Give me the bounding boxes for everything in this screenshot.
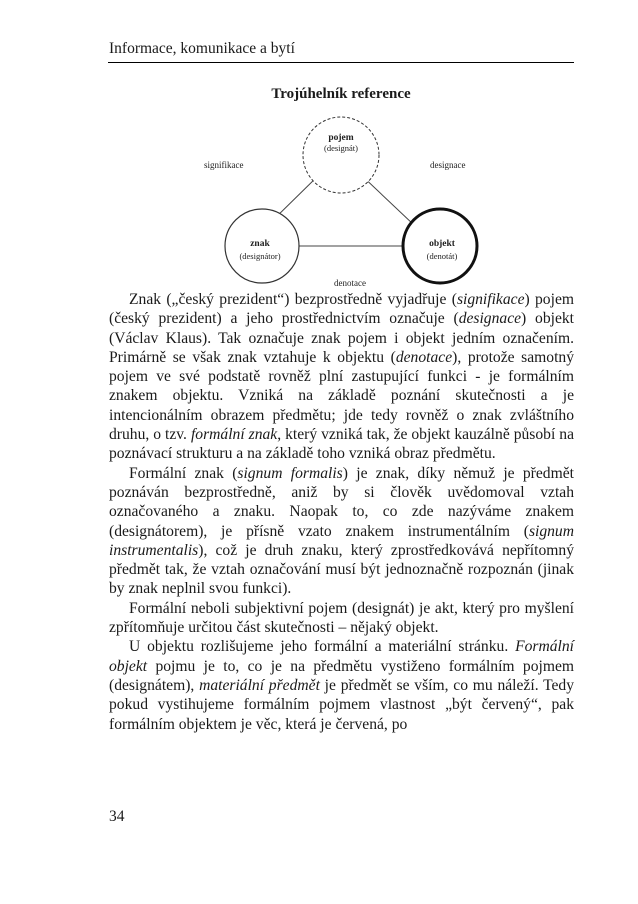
text-run: Formální znak ( xyxy=(129,464,238,482)
page-number: 34 xyxy=(109,808,125,825)
paragraph xyxy=(109,290,574,464)
paragraph xyxy=(109,637,574,733)
text-run: ), protože samotný pojem ve své podstatě rovněž plní zastupující funkci - je formálním znakem objektu. Vzniká na základě poznání skutečnosti a je intencionálním obrazem předmětu; jde tedy rovněž o znak zvláštního druhu, o tzv. xyxy=(109,348,574,444)
object-label: objekt xyxy=(429,239,455,249)
sign-sublabel: (designátor) xyxy=(239,251,281,261)
sign-label: znak xyxy=(250,239,270,249)
italic-term: signifikace xyxy=(456,291,525,308)
reference-triangle-diagram xyxy=(108,100,574,290)
concept-label: pojem xyxy=(328,133,354,143)
text-run: U objektu rozlišujeme jeho formální a materiální stránku. xyxy=(129,638,516,656)
italic-term: denotace xyxy=(395,348,453,366)
text-run: ) je znak, díky němuž je předmět poznáván bezprostředně, aniž by si člověk uvědomoval vztah označovaného a znaku. Naopak to, co zde nazýváme znakem (designátorem), je přísně vzato znakem instrumentálním ( xyxy=(109,464,574,540)
signification-label: signifikace xyxy=(204,160,244,170)
designation-label: designace xyxy=(430,160,466,170)
concept-node xyxy=(303,117,379,193)
italic-term: signum instrumentalis xyxy=(109,522,574,559)
text-run: Formální neboli subjektivní pojem (designát) je akt, který pro myšlení zpřítomňuje určitou část skutečnosti – nějaký objekt. xyxy=(109,599,574,637)
paragraph xyxy=(109,599,574,638)
text-run: Znak („český prezident“) bezprostředně vyjadřuje ( xyxy=(129,291,457,308)
running-head: Informace, komunikace a bytí xyxy=(109,40,295,57)
figure-title: Trojúhelník reference xyxy=(271,86,411,102)
denotation-label: denotace xyxy=(334,278,366,288)
italic-term: formální znak xyxy=(190,426,278,444)
header-rule xyxy=(108,62,574,63)
italic-term: materiální předmět xyxy=(199,676,320,694)
text-run: ), což je druh znaku, který zprostředkovává nepřítomný předmět tak, že vztah označování musí být jednoznačně rozpoznán (jinak by znak neplnil svou funkci). xyxy=(109,541,574,598)
text-run: , který vzniká tak, že objekt kauzálně působí na poznávací strukturu a na základě toho vzniká obraz předmětu. xyxy=(109,426,574,463)
concept-sublabel: (designát) xyxy=(324,143,358,153)
italic-term: Formální objekt xyxy=(109,638,574,675)
italic-term: signum formalis xyxy=(237,464,343,482)
text-run: je předmět se vším, co mu náleží. Tedy pokud vystihujeme formálním pojmem vlastnost „být červený“, pak formálním objektem je věc, která je červená, po xyxy=(109,676,575,733)
paragraph xyxy=(109,464,574,599)
italic-term: designace xyxy=(458,310,522,328)
text-run: ) pojem (český prezident) a jeho prostřednictvím označuje ( xyxy=(109,291,574,328)
text-run: pojmu je to, co je na předmětu vystiženo formálním pojmem (designátem), xyxy=(109,657,574,694)
text-run: ) objekt (Václav Klaus). Tak označuje znak pojem i objekt jedním označením. Primárně se však znak vztahuje k objektu ( xyxy=(109,310,574,366)
object-sublabel: (denotát) xyxy=(426,251,458,261)
body-text xyxy=(109,290,574,734)
